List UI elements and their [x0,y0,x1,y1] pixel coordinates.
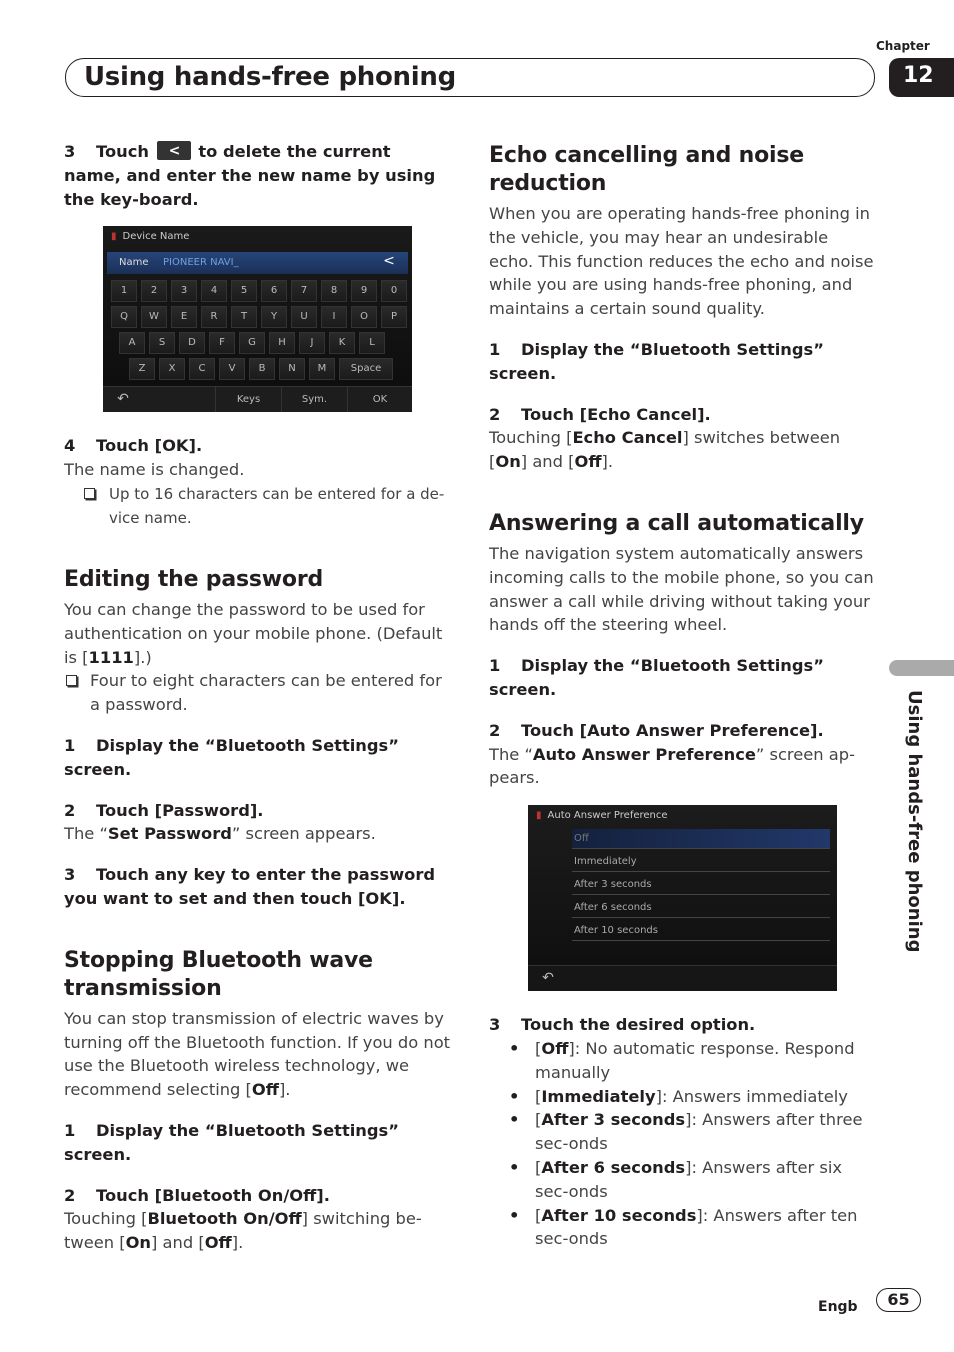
option-list [509,1037,875,1251]
keyboard-key: T [231,306,257,328]
option-off: Off [574,452,602,472]
text: ” screen appears. [231,824,376,844]
keyboard-key: H [269,332,295,354]
echo-step-1 [489,338,875,386]
screen-title [111,231,189,242]
bluetooth-step-1 [64,1119,452,1167]
text: Touching [ [489,428,573,448]
text: ]. [231,1233,244,1253]
keyboard-key: Q [111,306,137,328]
keyboard-row-1 [111,280,407,302]
keyboard-key: 7 [291,280,317,302]
step-text: Touch [Echo Cancel]. [521,404,711,424]
text: ] switches between [ [489,428,841,472]
option-key: After 6 seconds [541,1157,686,1177]
back-arrow-icon: ↶ [542,970,554,987]
default-password: 1111 [88,647,134,667]
back-key-glyph: < [168,143,181,159]
keyboard-key: 2 [141,280,167,302]
screen-title-text: Device Name [122,231,190,243]
screen-bottom-bar [103,386,412,412]
auto-answer-step-2-desc [489,743,875,791]
left-column [64,140,452,1255]
step-text: Display the “Bluetooth Settings” screen. [489,339,824,383]
backspace-icon: < [383,253,395,270]
keyboard-key: B [249,358,275,380]
keyboard-key: 3 [171,280,197,302]
text: ] switching be-tween [ [64,1209,422,1253]
screen-title-text: Auto Answer Preference [547,810,668,822]
note: Four to eight characters can be entered for a password. [64,669,452,717]
option-after-6-seconds: After 6 seconds [572,898,830,918]
section-heading-auto-answer: Answering a call automatically [489,510,864,536]
step-description: The name is changed. [64,460,245,480]
step-number: 2 [64,1185,76,1205]
option-after-3-seconds: After 3 seconds [572,875,830,895]
ok-button: OK [347,387,412,412]
auto-answer-step-3 [489,1013,875,1037]
option-off: Off [251,1080,279,1100]
text: ]. [601,452,614,472]
step-text: Display the “Bluetooth Settings” screen. [64,735,399,779]
keyboard-key: F [209,332,235,354]
keyboard-key-space: Space [339,358,393,380]
text: ].) [133,647,152,667]
header-title-box [65,58,875,97]
bluetooth-intro [64,1007,452,1102]
screen-name: Set Password [107,824,232,844]
password-step-1 [64,734,452,782]
keyboard-key: 9 [351,280,377,302]
chapter-number: 12 [889,58,954,97]
keyboard-key: S [149,332,175,354]
keyboard-key: V [219,358,245,380]
auto-answer-screenshot [528,805,837,991]
name-input-bar [107,252,408,274]
section-heading-echo: Echo cancelling and noise reduction [489,143,804,196]
footer-language: Engb [818,1299,858,1315]
text: Touching [ [64,1209,148,1229]
step-text: Touch [Password]. [96,800,264,820]
screen-name: Auto Answer Preference [532,744,756,764]
step-text: Touch [Auto Answer Preference]. [521,720,824,740]
name-value: PIONEER NAVI_ [163,257,239,269]
option-on: On [125,1233,152,1253]
echo-step-2-desc [489,426,875,474]
step-number: 2 [489,404,501,424]
keyboard-key: X [159,358,185,380]
text: You can change the password to be used for authentication on your mobile phone. (Default is [ [64,599,443,667]
option-key: After 10 seconds [541,1205,697,1225]
keyboard-key: 4 [201,280,227,302]
text: ]. [278,1080,291,1100]
password-step-2-desc [64,822,452,846]
option-name: Bluetooth On/Off [147,1209,302,1229]
option-name: Echo Cancel [572,428,683,448]
auto-answer-step-2 [489,719,875,743]
step-number: 1 [64,735,76,755]
keyboard-key: 0 [381,280,407,302]
step-number: 1 [64,1120,76,1140]
text: ” screen ap-pears. [489,744,855,788]
password-intro [64,598,452,669]
echo-step-2 [489,403,875,427]
auto-answer-step-1 [489,654,875,702]
phone-icon: ▮ [111,231,117,243]
step-text: to delete the current name, and enter the new name by using the key-board. [64,142,436,209]
keyboard-key: 6 [261,280,287,302]
device-name-screenshot [103,226,412,412]
step-text: Touch [96,142,149,161]
side-tab-marker [889,660,954,676]
list-item: • [Immediately]: Answers immediately [509,1085,875,1109]
text: The “ [489,744,533,764]
list-item: • [After 10 seconds]: Answers after ten sec-onds [509,1204,875,1252]
step-3-delete-name [64,140,452,211]
option-on: On [495,452,521,472]
password-step-2 [64,799,452,823]
section-heading-bluetooth: Stopping Bluetooth wave transmission [64,947,373,1001]
keyboard-key: D [179,332,205,354]
keyboard-key: Z [129,358,155,380]
step-text: Touch any key to enter the password you want to set and then touch [OK]. [64,865,436,908]
keyboard-row-3 [119,332,385,354]
list-item: • [After 3 seconds]: Answers after three sec-onds [509,1108,875,1156]
back-arrow-icon: ↶ [117,391,129,408]
spacer [143,387,215,412]
keyboard-key: O [351,306,377,328]
keyboard-key: N [279,358,305,380]
list-item: • [Off]: No automatic response. Respond manually [509,1037,875,1085]
keyboard-key: I [321,306,347,328]
page-title: Using hands-free phoning [84,62,456,92]
option-desc: : Answers after ten sec-onds [535,1205,858,1249]
chapter-label: Chapter [876,39,930,53]
option-desc: : No automatic response. Respond manually [535,1038,855,1082]
keyboard-key: 1 [111,280,137,302]
option-immediately: Immediately [572,852,830,872]
step-number: 2 [489,720,501,740]
keyboard-key: U [291,306,317,328]
keyboard-row-4 [129,358,393,380]
list-item: • [After 6 seconds]: Answers after six sec-onds [509,1156,875,1204]
keyboard-key: 8 [321,280,347,302]
step-text: Touch the desired option. [521,1015,756,1035]
name-label: Name [119,257,149,269]
text: ] and [ [151,1233,205,1253]
step-number: 2 [64,800,76,820]
echo-intro: When you are operating hands-free phoning in the vehicle, you may hear an undesirable echo. This function reduces the echo and noise while you are using hands-free phoning, and maintains a certain sound quality. [489,204,874,319]
option-off: Off [572,829,830,849]
step-number: 1 [489,339,501,359]
step-text: Display the “Bluetooth Settings” screen. [64,1120,399,1164]
phone-icon: ▮ [536,810,542,822]
keyboard-key: A [119,332,145,354]
keyboard-key: C [189,358,215,380]
option-after-10-seconds: After 10 seconds [572,921,830,941]
step-number: 3 [64,865,76,885]
keyboard-key: 5 [231,280,257,302]
text: You can stop transmission of electric waves by turning off the Bluetooth function. If you do not use the Bluetooth wireless technology, we recommend selecting [ [64,1008,451,1100]
keyboard-key: M [309,358,335,380]
step-text: Display the “Bluetooth Settings” screen. [489,656,824,699]
screen-title [536,810,668,821]
keys-button: Keys [215,387,281,412]
keyboard-key: G [239,332,265,354]
keyboard-key: W [141,306,167,328]
keyboard-key: E [171,306,197,328]
option-desc: : Answers after six sec-onds [535,1157,843,1201]
text: ] and [ [520,452,575,472]
section-heading-password: Editing the password [64,566,324,592]
sym-button: Sym. [281,387,347,412]
option-desc: : Answers after three sec-onds [535,1110,863,1154]
auto-answer-intro: The navigation system automatically answers incoming calls to the mobile phone, so you can answer a call while driving without taking your hands off the steering wheel. [489,543,874,635]
step-number: 4 [64,436,76,456]
option-key: After 3 seconds [541,1110,686,1130]
note: Up to 16 characters can be entered for a de-vice name. [64,482,452,530]
screen-bottom-bar [528,965,837,991]
option-off: Off [204,1233,232,1253]
bluetooth-step-2-desc [64,1207,452,1255]
back-key-icon [157,141,191,160]
keyboard-key: J [299,332,325,354]
right-column [489,140,875,1251]
step-4-ok [64,434,452,458]
text: The “ [64,824,108,844]
keyboard-key: Y [261,306,287,328]
option-desc: : Answers immediately [662,1086,848,1106]
keyboard-key: R [201,306,227,328]
page-number: 65 [876,1288,921,1312]
keyboard-key: K [329,332,355,354]
step-text: Touch [Bluetooth On/Off]. [96,1185,330,1205]
side-tab-text: Using hands-free phoning [904,690,925,953]
keyboard-key: P [381,306,407,328]
option-key: Off [541,1038,569,1058]
bluetooth-step-2 [64,1184,452,1208]
step-number: 1 [489,656,501,676]
keyboard-row-2 [111,306,407,328]
step-number: 3 [489,1015,501,1035]
keyboard-key: L [359,332,385,354]
password-step-3 [64,863,452,911]
step-number: 3 [64,142,76,161]
option-key: Immediately [541,1086,656,1106]
step-text: Touch [OK]. [96,436,203,456]
